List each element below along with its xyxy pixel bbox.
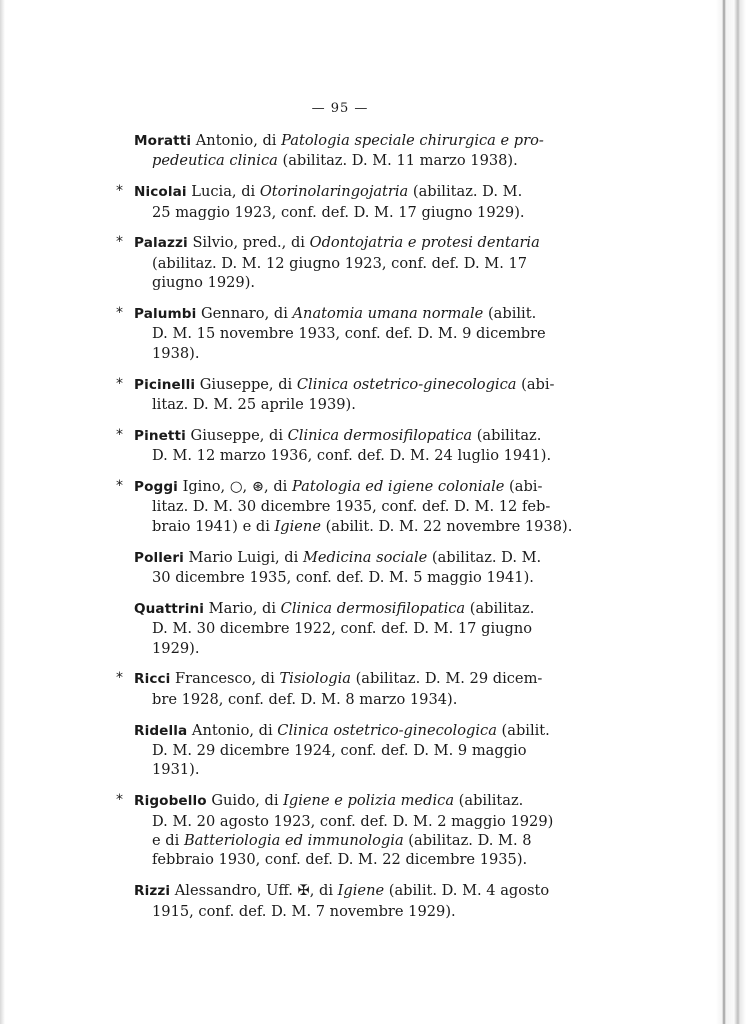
- entry-text: Antonio, di: [191, 721, 278, 739]
- surname: Palumbi: [134, 306, 197, 323]
- entry-line: [134, 791, 546, 811]
- entry-text: Alessandro, Uff. ✠, di: [174, 882, 338, 900]
- entry: [116, 599, 546, 658]
- entry-text: (abilitaz. D. M. 29 dicem-: [350, 670, 543, 688]
- entry-text: bre 1928, conf. def. D. M. 8 marzo 1934).: [152, 690, 458, 708]
- surname: Moratti: [134, 133, 192, 149]
- surname: Polleri: [134, 549, 184, 566]
- subject-title: Odontojatria e protesi dentaria: [309, 234, 540, 252]
- entry: [116, 131, 546, 171]
- entry-text: 1929).: [152, 639, 200, 657]
- subject-title: Otorinolaringojatria: [259, 183, 409, 201]
- entry-text: D. M. 12 marzo 1936, conf. def. D. M. 24 luglio 1941).: [152, 447, 552, 465]
- asterisk-marker: *: [116, 183, 123, 200]
- page-binding-edge: [716, 0, 746, 1024]
- surname: Pinetti: [134, 427, 186, 444]
- subject-title: Igiene: [337, 882, 385, 900]
- entry: [116, 791, 554, 870]
- entry-line: [134, 477, 546, 497]
- entry-line: [134, 273, 546, 292]
- entry-text: Silvio, pred., di: [192, 234, 310, 252]
- entry-text: (abilitaz.: [465, 599, 535, 617]
- subject-title: Anatomia umana normale: [292, 305, 484, 323]
- entry-line: [134, 850, 546, 869]
- entry-line: [134, 254, 546, 273]
- entry-line: [134, 517, 573, 536]
- entry-text: (abilitaz. D. M. 12 giugno 1923, conf. def. D. M. 17: [152, 254, 528, 272]
- subject-title: Batteriologia ed immunologia: [183, 832, 404, 850]
- entry-line: [134, 375, 555, 395]
- entry-line: [134, 902, 546, 921]
- asterisk-marker: *: [116, 305, 123, 322]
- entry-line: [134, 182, 546, 202]
- subject-title: Clinica dermosifilopatica: [280, 599, 466, 617]
- subject-title: Patologia speciale chirurgica e pro-: [281, 132, 544, 149]
- entry: [116, 548, 546, 588]
- entry-text: litaz. D. M. 30 dicembre 1935, conf. def. D. M. 12 feb-: [152, 498, 551, 516]
- entry: [116, 721, 550, 780]
- entry-line: [134, 304, 546, 324]
- page-left-edge: [0, 0, 5, 1024]
- entry-text: (abilitaz. D. M. 8: [403, 832, 532, 850]
- subject-title: Igiene e polizia medica: [283, 792, 455, 810]
- entry-line: [134, 497, 551, 516]
- entry-text: (abilit. D. M. 4 agosto: [384, 882, 550, 900]
- entry-text: Giuseppe, di: [199, 375, 297, 393]
- surname: Poggi: [134, 479, 178, 496]
- entry-line: [134, 233, 546, 253]
- entry: [116, 426, 552, 466]
- entry-text: Gennaro, di: [201, 305, 293, 323]
- entry-text: giugno 1929).: [152, 274, 256, 292]
- entry-line: [134, 760, 546, 779]
- subject-title: Igiene: [274, 517, 321, 535]
- entry-text: D. M. 29 dicembre 1924, conf. def. D. M. 9 maggio: [152, 742, 527, 760]
- entry-line: [134, 881, 550, 901]
- entry-text: e di: [152, 832, 184, 850]
- entry-line: [134, 203, 546, 222]
- entry-text: D. M. 20 agosto 1923, conf. def. D. M. 2 maggio 1929): [152, 812, 554, 830]
- entry-line: [134, 619, 546, 638]
- entry-text: (abilit.: [483, 305, 537, 323]
- surname: Ricci: [134, 671, 171, 688]
- entry-text: Guido, di: [211, 792, 284, 810]
- surname: Rizzi: [134, 883, 171, 900]
- entry-line: [134, 669, 546, 689]
- entry-line: [134, 395, 546, 414]
- surname: Rigobello: [134, 793, 207, 810]
- entry-line: [134, 151, 546, 170]
- entry-text: (abilitaz. D. M.: [427, 548, 542, 566]
- entry-text: 1938).: [152, 344, 200, 362]
- subject-title: Clinica dermosifilopatica: [287, 426, 473, 444]
- subject-title: Clinica ostetrico-ginecologica: [296, 375, 517, 393]
- entry: [116, 304, 546, 363]
- subject-title: Patologia ed igiene coloniale: [291, 478, 505, 496]
- entry-text: 25 maggio 1923, conf. def. D. M. 17 giugno 1929).: [152, 203, 525, 221]
- entry-text: Mario Luigi, di: [188, 548, 303, 566]
- entry-text: (abilit.: [496, 721, 550, 739]
- entry-text: febbraio 1930, conf. def. D. M. 22 dicembre 1935).: [152, 851, 528, 869]
- entry-text: (abilitaz.: [454, 792, 524, 810]
- entry: [116, 182, 546, 222]
- entry-text: (abilitaz. D. M.: [408, 183, 523, 201]
- entry-text: Igino, ○, ⊛, di: [182, 478, 292, 496]
- entry-line: [134, 426, 546, 446]
- entry-line: [134, 446, 552, 465]
- entry-line: [134, 344, 546, 363]
- entry-text: Giuseppe, di: [190, 426, 288, 444]
- subject-title: Tisiologia: [279, 670, 351, 688]
- entry-line: [134, 639, 546, 658]
- surname: Ridella: [134, 722, 188, 739]
- entry-list: [116, 131, 573, 932]
- asterisk-marker: *: [116, 234, 123, 251]
- entry: [116, 669, 546, 709]
- entry-text: litaz. D. M. 25 aprile 1939).: [152, 396, 356, 414]
- entry-text: (abi-: [516, 375, 555, 393]
- asterisk-marker: *: [116, 478, 123, 495]
- entry-line: [134, 599, 546, 619]
- entry: [116, 477, 573, 536]
- asterisk-marker: *: [116, 375, 123, 392]
- entry-line: [134, 324, 546, 343]
- asterisk-marker: *: [116, 670, 123, 687]
- entry-line: [134, 131, 546, 151]
- entry-text: (abilitaz. D. M. 11 marzo 1938).: [277, 152, 518, 170]
- entry-line: [134, 721, 550, 741]
- surname: Palazzi: [134, 235, 188, 252]
- entry-text: Antonio, di: [195, 132, 282, 149]
- entry-text: (abi-: [504, 478, 543, 496]
- asterisk-marker: *: [116, 426, 123, 443]
- entry-text: Francesco, di: [175, 670, 280, 688]
- entry: [116, 233, 546, 292]
- entry-line: [134, 831, 546, 850]
- asterisk-marker: *: [116, 792, 123, 809]
- entry-text: Lucia, di: [191, 183, 260, 201]
- entry-text: 30 dicembre 1935, conf. def. D. M. 5 maggio 1941).: [152, 569, 534, 587]
- entry-text: D. M. 15 novembre 1933, conf. def. D. M. 9 dicembre: [152, 325, 546, 343]
- surname: Nicolai: [134, 184, 187, 201]
- entry-line: [134, 812, 554, 831]
- entry-text: 1931).: [152, 761, 200, 779]
- page-number: — 95 —: [311, 101, 369, 116]
- surname: Picinelli: [134, 376, 196, 393]
- subject-title: pedeutica clinica: [152, 152, 278, 170]
- entry-line: [134, 548, 546, 568]
- entry-line: [134, 568, 546, 587]
- entry-text: D. M. 30 dicembre 1922, conf. def. D. M. 17 giugno: [152, 620, 533, 638]
- surname: Quattrini: [134, 600, 205, 617]
- entry-text: (abilit. D. M. 22 novembre 1938).: [320, 517, 573, 535]
- subject-title: Medicina sociale: [302, 548, 428, 566]
- entry-text: 1915, conf. def. D. M. 7 novembre 1929).: [152, 902, 456, 920]
- subject-title: Clinica ostetrico-ginecologica: [277, 721, 497, 739]
- entry: [116, 881, 550, 921]
- entry-text: braio 1941) e di: [152, 517, 275, 535]
- entry: [116, 375, 555, 415]
- entry-text: Mario, di: [208, 599, 281, 617]
- entry-line: [134, 690, 546, 709]
- entry-text: (abilitaz.: [472, 426, 542, 444]
- entry-line: [134, 741, 546, 760]
